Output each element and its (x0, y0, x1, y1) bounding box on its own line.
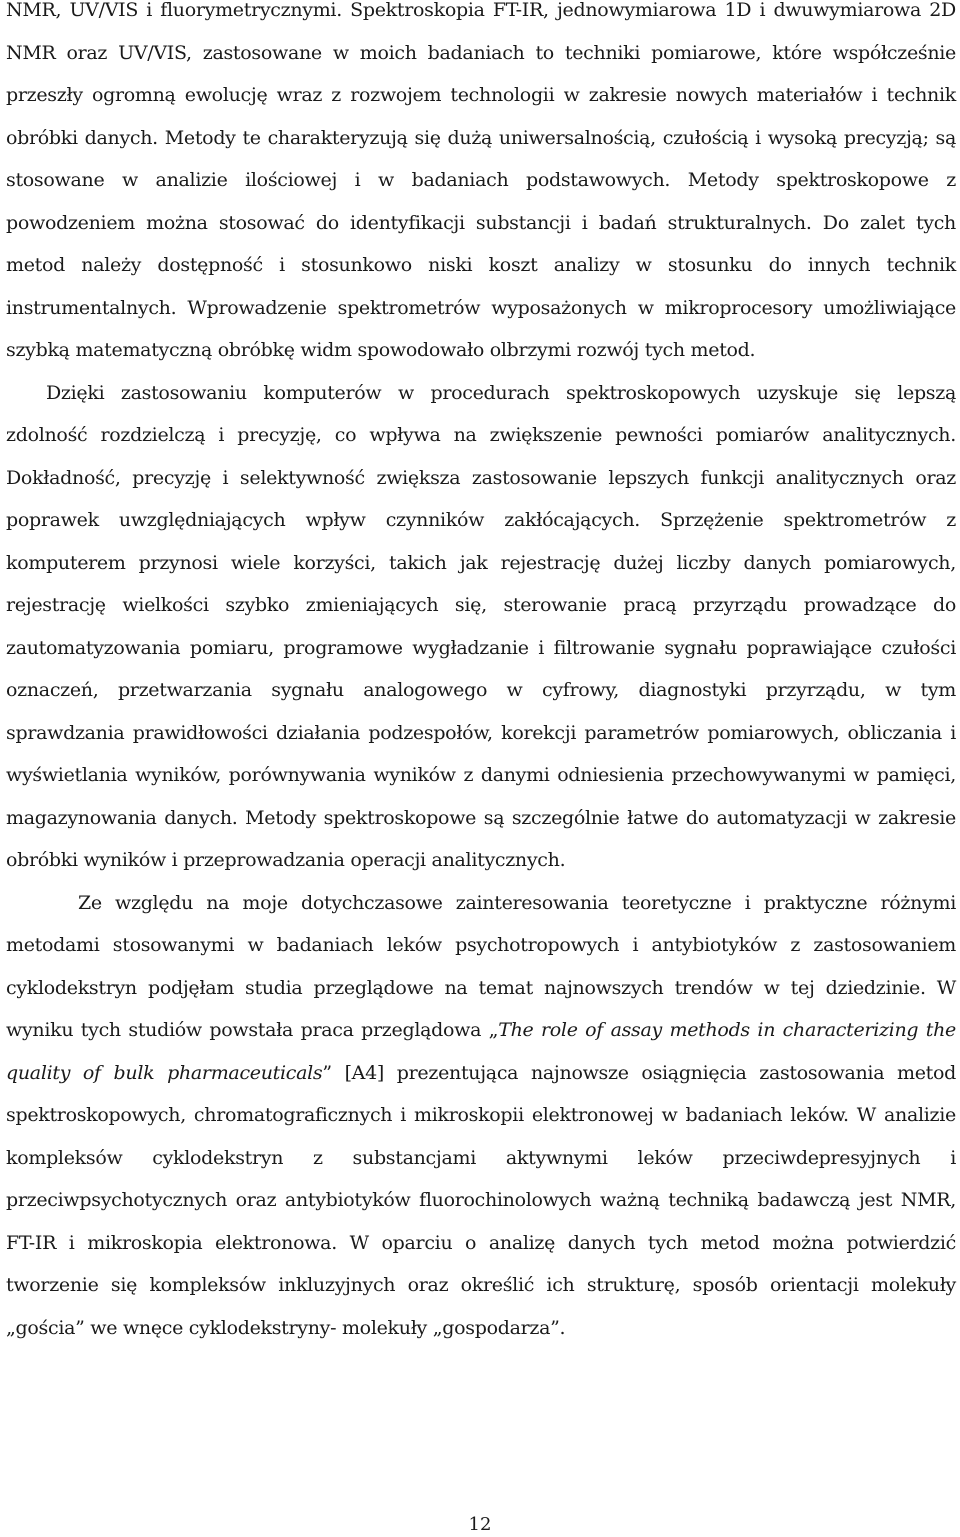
paragraph-review-text-after: ” [A4] prezentująca najnowsze osiągnięcia zastosowania metod spektroskopowych, chromatograficznych i mikroskopii elektronowej w badaniach leków. W analizie kompleksów cyklodekstryn z substancjami aktywnymi leków przeciwdepresyjnych i przeciwpsychotycznych oraz antybiotyków fluorochinolowych ważną techniką badawczą jest NMR, FT-IR i mikroskopia elektronowa. W oparciu o analizę danych tych metod można potwierdzić tworzenie się kompleksów inkluzyjnych oraz określić ich strukturę, sposób orientacji molekuły „gościa” we wnęce cyklodekstryny- molekuły „gospodarza”. (6, 1061, 956, 1339)
page-number: 12 (468, 1514, 492, 1535)
paragraph-review-study (6, 882, 956, 1350)
document-body (6, 0, 956, 1349)
paragraph-review-text-before: Ze względu na moje dotychczasowe zainteresowania teoretyczne i praktyczne różnymi metodami stosowanymi w badaniach leków psychotropowych i antybiotyków z zastosowaniem cyklodekstryn podjęłam studia przeglądowe na temat najnowszych trendów w tej dziedzinie. W wyniku tych studiów powstała praca przeglądowa „ (6, 891, 956, 1041)
paragraph-spectroscopy-intro: NMR, UV/VIS i fluorymetrycznymi. Spektroskopia FT-IR, jednowymiarowa 1D i dwuwymiarowa 2D NMR oraz UV/VIS, zastosowane w moich badaniach to techniki pomiarowe, które współcześnie przeszły ogromną ewolucję wraz z rozwojem technologii w zakresie nowych materiałów i technik obróbki danych. Metody te charakteryzują się dużą uniwersalnością, czułością i wysoką precyzją; są stosowane w analizie ilościowej i w badaniach podstawowych. Metody spektroskopowe z powodzeniem można stosować do identyfikacji substancji i badań strukturalnych. Do zalet tych metod należy dostępność i stosunkowo niski koszt analizy w stosunku do innych technik instrumentalnych. Wprowadzenie spektrometrów wyposażonych w mikroprocesory umożliwiające szybką matematyczną obróbkę widm spowodowało olbrzymi rozwój tych metod. (6, 0, 956, 361)
review-paper-title: The role of assay methods in characterizing the quality of bulk pharmaceuticals (6, 1019, 957, 1084)
paragraph-computer-spectroscopy: Dzięki zastosowaniu komputerów w procedurach spektroskopowych uzyskuje się lepszą zdolność rozdzielczą i precyzję, co wpływa na zwiększenie pewności pomiarów analitycznych. Dokładność, precyzję i selektywność zwiększa zastosowanie lepszych funkcji analitycznych oraz poprawek uwzględniających wpływ czynników zakłócających. Sprzężenie spektrometrów z komputerem przynosi wiele korzyści, takich jak rejestrację dużej liczby danych pomiarowych, rejestrację wielkości szybko zmieniających się, sterowanie pracą przyrządu prowadzące do zautomatyzowania pomiaru, programowe wygładzanie i filtrowanie sygnału poprawiające czułości oznaczeń, przetwarzania sygnału analogowego w cyfrowy, diagnostyki przyrządu, w tym sprawdzania prawidłowości działania podzespołów, korekcji parametrów pomiarowych, obliczania i wyświetlania wyników, porównywania wyników z danymi odniesienia przechowywanymi w pamięci, magazynowania danych. Metody spektroskopowe są szczególnie łatwe do automatyzacji w zakresie obróbki wyników i przeprowadzania operacji analitycznych. (6, 381, 956, 871)
